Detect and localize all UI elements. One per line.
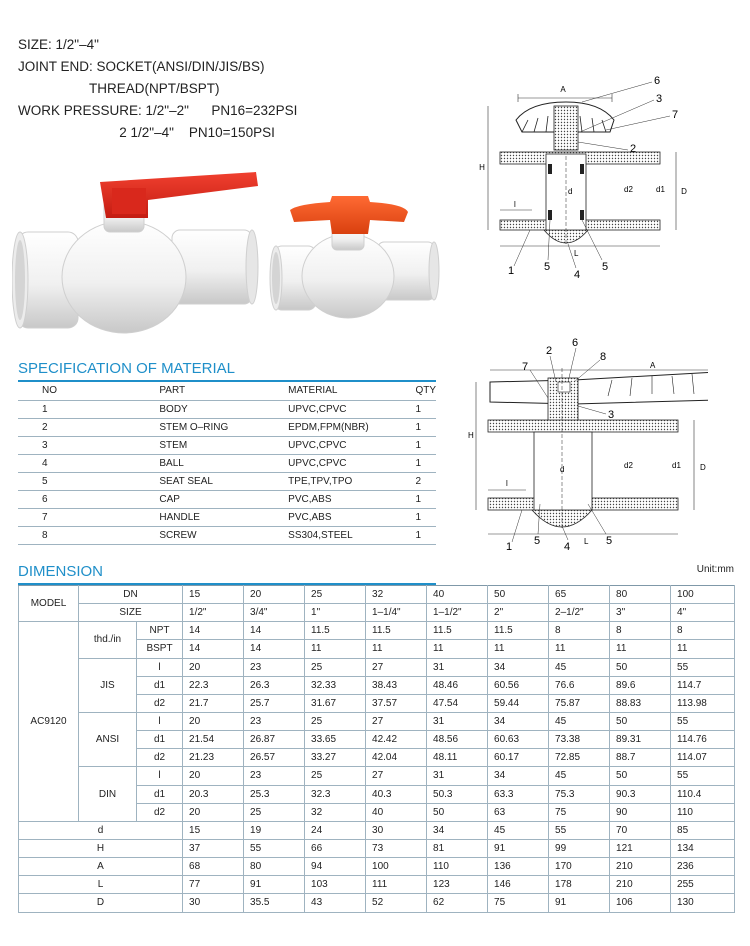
value-cell: 21.23 xyxy=(183,749,244,767)
small-valve-photo xyxy=(268,190,443,325)
value-cell: 27 xyxy=(366,767,427,785)
value-cell: 80 xyxy=(610,586,671,604)
value-cell: 80 xyxy=(244,858,305,876)
value-cell: 22.3 xyxy=(183,676,244,694)
cell-part: BODY xyxy=(135,400,264,418)
cell-material: UPVC,CPVC xyxy=(264,400,391,418)
table-row xyxy=(18,400,436,418)
value-cell: 25 xyxy=(305,767,366,785)
value-cell: 55 xyxy=(549,821,610,839)
value-cell: 26.87 xyxy=(244,731,305,749)
value-cell: 14 xyxy=(244,640,305,658)
value-cell: 14 xyxy=(244,622,305,640)
large-valve-photo xyxy=(12,160,262,345)
callout-4: 4 xyxy=(564,541,571,553)
param-label: l xyxy=(137,712,183,730)
param-label: A xyxy=(19,858,183,876)
value-cell: 23 xyxy=(244,658,305,676)
value-cell: 24 xyxy=(305,821,366,839)
label-a: A xyxy=(650,361,656,370)
value-cell: 62 xyxy=(427,894,488,912)
value-cell: 52 xyxy=(366,894,427,912)
value-cell: 50 xyxy=(610,767,671,785)
value-cell: 31 xyxy=(427,658,488,676)
value-cell: 34 xyxy=(488,767,549,785)
value-cell: 27 xyxy=(366,712,427,730)
cell-no: 5 xyxy=(18,472,135,490)
value-cell: 66 xyxy=(305,839,366,857)
value-cell: 45 xyxy=(488,821,549,839)
value-cell: 32.3 xyxy=(305,785,366,803)
unit-label: Unit:mm xyxy=(696,564,734,575)
value-cell: 26.3 xyxy=(244,676,305,694)
value-cell: 111 xyxy=(366,876,427,894)
label-d: d xyxy=(560,465,565,474)
value-cell: 45 xyxy=(549,658,610,676)
value-cell: 77 xyxy=(183,876,244,894)
label-h: H xyxy=(479,163,485,172)
cell-no: 6 xyxy=(18,490,135,508)
dimension-table xyxy=(18,585,735,913)
param-label: d xyxy=(19,821,183,839)
value-cell: 170 xyxy=(549,858,610,876)
cell-qty: 1 xyxy=(391,508,436,526)
material-table-header xyxy=(18,382,436,400)
value-cell: 33.27 xyxy=(305,749,366,767)
material-table xyxy=(18,382,436,545)
value-cell: 63 xyxy=(488,803,549,821)
cell-no: 8 xyxy=(18,526,135,544)
value-cell: 91 xyxy=(549,894,610,912)
label-d-outer: D xyxy=(700,463,706,472)
value-cell: 236 xyxy=(671,858,735,876)
value-cell: 32.33 xyxy=(305,676,366,694)
spec-lines xyxy=(18,34,297,144)
size-label: SIZE xyxy=(79,604,183,622)
dimension-section-title: DIMENSION xyxy=(18,563,104,580)
value-cell: 48.56 xyxy=(427,731,488,749)
cell-material: PVC,ABS xyxy=(264,490,391,508)
header-qty: QTY xyxy=(391,382,436,400)
value-cell: 110.4 xyxy=(671,785,735,803)
label-L: L xyxy=(584,537,589,546)
cell-qty: 1 xyxy=(391,418,436,436)
callout-5-right: 5 xyxy=(602,261,609,273)
param-label: l xyxy=(137,658,183,676)
bspt-label: BSPT xyxy=(137,640,183,658)
value-cell: 35.5 xyxy=(244,894,305,912)
joint-end-thread-line: THREAD(NPT/BSPT) xyxy=(18,81,220,96)
table-row xyxy=(18,490,436,508)
value-cell: 25.7 xyxy=(244,694,305,712)
value-cell: 50 xyxy=(610,658,671,676)
value-cell: 76.6 xyxy=(549,676,610,694)
value-cell: 38.43 xyxy=(366,676,427,694)
value-cell: 130 xyxy=(671,894,735,912)
material-section-title: SPECIFICATION OF MATERIAL xyxy=(18,360,235,377)
value-cell: 25 xyxy=(305,658,366,676)
value-cell: 99 xyxy=(549,839,610,857)
value-cell: 37.57 xyxy=(366,694,427,712)
value-cell: 100 xyxy=(671,586,735,604)
callout-6: 6 xyxy=(572,338,579,349)
value-cell: 42.04 xyxy=(366,749,427,767)
value-cell: 70 xyxy=(610,821,671,839)
table-row xyxy=(18,526,436,544)
cell-part: STEM O–RING xyxy=(135,418,264,436)
table-row xyxy=(18,436,436,454)
param-label: l xyxy=(137,767,183,785)
callout-7: 7 xyxy=(522,361,529,373)
cell-part: STEM xyxy=(135,436,264,454)
cell-qty: 1 xyxy=(391,454,436,472)
value-cell: 60.63 xyxy=(488,731,549,749)
value-cell: 4" xyxy=(671,604,735,622)
value-cell: 11.5 xyxy=(427,622,488,640)
value-cell: 23 xyxy=(244,767,305,785)
value-cell: 106 xyxy=(610,894,671,912)
value-cell: 15 xyxy=(183,821,244,839)
table-row xyxy=(19,858,735,876)
model-header: MODEL xyxy=(19,586,79,622)
cell-qty: 2 xyxy=(391,472,436,490)
value-cell: 1/2" xyxy=(183,604,244,622)
value-cell: 55 xyxy=(671,712,735,730)
value-cell: 100 xyxy=(366,858,427,876)
callout-3: 3 xyxy=(656,93,663,105)
value-cell: 50 xyxy=(488,586,549,604)
value-cell: 11 xyxy=(427,640,488,658)
value-cell: 65 xyxy=(549,586,610,604)
value-cell: 90.3 xyxy=(610,785,671,803)
value-cell: 31 xyxy=(427,712,488,730)
value-cell: 75.3 xyxy=(549,785,610,803)
ball-valve-drawing-2 xyxy=(462,338,708,558)
cell-part: SCREW xyxy=(135,526,264,544)
value-cell: 14 xyxy=(183,622,244,640)
value-cell: 40 xyxy=(427,586,488,604)
value-cell: 11 xyxy=(488,640,549,658)
cell-no: 3 xyxy=(18,436,135,454)
table-row xyxy=(18,508,436,526)
label-d: d xyxy=(568,187,573,196)
value-cell: 59.44 xyxy=(488,694,549,712)
value-cell: 85 xyxy=(671,821,735,839)
value-cell: 45 xyxy=(549,767,610,785)
value-cell: 55 xyxy=(671,767,735,785)
table-row xyxy=(19,604,735,622)
cell-no: 7 xyxy=(18,508,135,526)
cell-no: 2 xyxy=(18,418,135,436)
value-cell: 88.7 xyxy=(610,749,671,767)
value-cell: 20 xyxy=(244,586,305,604)
value-cell: 34 xyxy=(488,712,549,730)
value-cell: 90 xyxy=(610,803,671,821)
value-cell: 3" xyxy=(610,604,671,622)
value-cell: 3/4" xyxy=(244,604,305,622)
value-cell: 75 xyxy=(549,803,610,821)
label-h: H xyxy=(468,431,474,440)
cell-no: 1 xyxy=(18,400,135,418)
value-cell: 114.7 xyxy=(671,676,735,694)
value-cell: 91 xyxy=(244,876,305,894)
value-cell: 210 xyxy=(610,858,671,876)
value-cell: 21.7 xyxy=(183,694,244,712)
value-cell: 20 xyxy=(183,767,244,785)
callout-2: 2 xyxy=(546,345,553,357)
value-cell: 73.38 xyxy=(549,731,610,749)
label-d1: d1 xyxy=(672,461,681,470)
value-cell: 11 xyxy=(549,640,610,658)
table-row xyxy=(18,454,436,472)
value-cell: 8 xyxy=(671,622,735,640)
cell-material: TPE,TPV,TPO xyxy=(264,472,391,490)
value-cell: 43 xyxy=(305,894,366,912)
value-cell: 15 xyxy=(183,586,244,604)
cell-qty: 1 xyxy=(391,400,436,418)
cell-material: EPDM,FPM(NBR) xyxy=(264,418,391,436)
value-cell: 25 xyxy=(305,712,366,730)
value-cell: 121 xyxy=(610,839,671,857)
joint-end-line: JOINT END: SOCKET(ANSI/DIN/JIS/BS) xyxy=(18,59,265,74)
label-l: l xyxy=(514,200,516,209)
model-name: AC9120 xyxy=(19,622,79,822)
callout-1: 1 xyxy=(506,541,513,553)
value-cell: 25 xyxy=(244,803,305,821)
table-row xyxy=(19,622,735,640)
callout-1: 1 xyxy=(508,265,515,277)
param-label: d2 xyxy=(137,803,183,821)
value-cell: 8 xyxy=(610,622,671,640)
callout-8: 8 xyxy=(600,351,607,363)
value-cell: 11.5 xyxy=(366,622,427,640)
value-cell: 110 xyxy=(427,858,488,876)
value-cell: 42.42 xyxy=(366,731,427,749)
thread-label: thd./in xyxy=(79,622,137,658)
value-cell: 113.98 xyxy=(671,694,735,712)
value-cell: 72.85 xyxy=(549,749,610,767)
callout-3: 3 xyxy=(608,409,615,421)
table-row xyxy=(19,821,735,839)
cell-part: CAP xyxy=(135,490,264,508)
label-d-outer: D xyxy=(681,187,687,196)
value-cell: 146 xyxy=(488,876,549,894)
cell-no: 4 xyxy=(18,454,135,472)
value-cell: 89.31 xyxy=(610,731,671,749)
value-cell: 37 xyxy=(183,839,244,857)
value-cell: 210 xyxy=(610,876,671,894)
cell-part: HANDLE xyxy=(135,508,264,526)
value-cell: 8 xyxy=(549,622,610,640)
value-cell: 55 xyxy=(244,839,305,857)
cell-material: UPVC,CPVC xyxy=(264,436,391,454)
value-cell: 50 xyxy=(427,803,488,821)
value-cell: 11 xyxy=(671,640,735,658)
value-cell: 40.3 xyxy=(366,785,427,803)
label-L: L xyxy=(574,249,579,258)
value-cell: 123 xyxy=(427,876,488,894)
value-cell: 32 xyxy=(366,586,427,604)
table-row xyxy=(19,767,735,785)
table-row xyxy=(18,472,436,490)
header-part: PART xyxy=(135,382,264,400)
label-l: l xyxy=(506,479,508,488)
value-cell: 20 xyxy=(183,712,244,730)
size-line: SIZE: 1/2"–4" xyxy=(18,37,99,52)
table-row xyxy=(19,876,735,894)
cell-qty: 1 xyxy=(391,490,436,508)
table-row xyxy=(19,658,735,676)
cell-part: BALL xyxy=(135,454,264,472)
cell-qty: 1 xyxy=(391,526,436,544)
value-cell: 103 xyxy=(305,876,366,894)
value-cell: 11 xyxy=(610,640,671,658)
value-cell: 1–1/4" xyxy=(366,604,427,622)
param-label: d2 xyxy=(137,749,183,767)
value-cell: 34 xyxy=(427,821,488,839)
value-cell: 1–1/2" xyxy=(427,604,488,622)
param-label: D xyxy=(19,894,183,912)
param-label: L xyxy=(19,876,183,894)
value-cell: 88.83 xyxy=(610,694,671,712)
cell-material: UPVC,CPVC xyxy=(264,454,391,472)
callout-4: 4 xyxy=(574,269,581,280)
table-row xyxy=(19,586,735,604)
value-cell: 75 xyxy=(488,894,549,912)
value-cell: 50.3 xyxy=(427,785,488,803)
value-cell: 31 xyxy=(427,767,488,785)
table-row xyxy=(19,712,735,730)
value-cell: 30 xyxy=(183,894,244,912)
value-cell: 48.46 xyxy=(427,676,488,694)
value-cell: 14 xyxy=(183,640,244,658)
value-cell: 27 xyxy=(366,658,427,676)
label-d1: d1 xyxy=(656,185,665,194)
param-label: d1 xyxy=(137,731,183,749)
table-row xyxy=(18,418,436,436)
callout-5-left: 5 xyxy=(544,261,551,273)
cell-qty: 1 xyxy=(391,436,436,454)
value-cell: 32 xyxy=(305,803,366,821)
value-cell: 34 xyxy=(488,658,549,676)
value-cell: 63.3 xyxy=(488,785,549,803)
dn-label: DN xyxy=(79,586,183,604)
label-a: A xyxy=(560,85,566,94)
value-cell: 60.56 xyxy=(488,676,549,694)
value-cell: 47.54 xyxy=(427,694,488,712)
value-cell: 30 xyxy=(366,821,427,839)
label-d2: d2 xyxy=(624,461,633,470)
param-label: d1 xyxy=(137,676,183,694)
value-cell: 89.6 xyxy=(610,676,671,694)
value-cell: 45 xyxy=(549,712,610,730)
callout-5-right: 5 xyxy=(606,535,613,547)
value-cell: 114.07 xyxy=(671,749,735,767)
standard-label: JIS xyxy=(79,658,137,712)
value-cell: 11 xyxy=(305,640,366,658)
work-pressure-line: WORK PRESSURE: 1/2"–2" PN16=232PSI xyxy=(18,103,298,118)
cell-part: SEAT SEAL xyxy=(135,472,264,490)
value-cell: 134 xyxy=(671,839,735,857)
value-cell: 40 xyxy=(366,803,427,821)
npt-label: NPT xyxy=(137,622,183,640)
value-cell: 255 xyxy=(671,876,735,894)
value-cell: 11 xyxy=(366,640,427,658)
value-cell: 21.54 xyxy=(183,731,244,749)
value-cell: 75.87 xyxy=(549,694,610,712)
callout-6: 6 xyxy=(654,75,661,87)
value-cell: 11.5 xyxy=(305,622,366,640)
cell-material: PVC,ABS xyxy=(264,508,391,526)
table-row xyxy=(19,894,735,912)
value-cell: 25.3 xyxy=(244,785,305,803)
value-cell: 2–1/2" xyxy=(549,604,610,622)
work-pressure-line-2: 2 1/2"–4" PN10=150PSI xyxy=(18,125,275,140)
value-cell: 178 xyxy=(549,876,610,894)
value-cell: 20.3 xyxy=(183,785,244,803)
value-cell: 31.67 xyxy=(305,694,366,712)
value-cell: 2" xyxy=(488,604,549,622)
standard-label: DIN xyxy=(79,767,137,821)
callout-7: 7 xyxy=(672,109,679,121)
ball-valve-drawing-1 xyxy=(470,70,698,280)
header-material: MATERIAL xyxy=(264,382,391,400)
callout-2: 2 xyxy=(630,143,637,155)
value-cell: 33.65 xyxy=(305,731,366,749)
value-cell: 25 xyxy=(305,586,366,604)
value-cell: 68 xyxy=(183,858,244,876)
callout-5-left: 5 xyxy=(534,535,541,547)
value-cell: 110 xyxy=(671,803,735,821)
value-cell: 60.17 xyxy=(488,749,549,767)
value-cell: 23 xyxy=(244,712,305,730)
value-cell: 55 xyxy=(671,658,735,676)
cell-material: SS304,STEEL xyxy=(264,526,391,544)
param-label: d1 xyxy=(137,785,183,803)
value-cell: 73 xyxy=(366,839,427,857)
value-cell: 26.57 xyxy=(244,749,305,767)
standard-label: ANSI xyxy=(79,712,137,766)
value-cell: 94 xyxy=(305,858,366,876)
param-label: H xyxy=(19,839,183,857)
value-cell: 1" xyxy=(305,604,366,622)
value-cell: 11.5 xyxy=(488,622,549,640)
value-cell: 20 xyxy=(183,658,244,676)
value-cell: 114.76 xyxy=(671,731,735,749)
value-cell: 19 xyxy=(244,821,305,839)
value-cell: 20 xyxy=(183,803,244,821)
value-cell: 136 xyxy=(488,858,549,876)
header-no: NO xyxy=(18,382,135,400)
value-cell: 48.11 xyxy=(427,749,488,767)
value-cell: 81 xyxy=(427,839,488,857)
value-cell: 50 xyxy=(610,712,671,730)
value-cell: 91 xyxy=(488,839,549,857)
param-label: d2 xyxy=(137,694,183,712)
label-d2: d2 xyxy=(624,185,633,194)
table-row xyxy=(19,839,735,857)
